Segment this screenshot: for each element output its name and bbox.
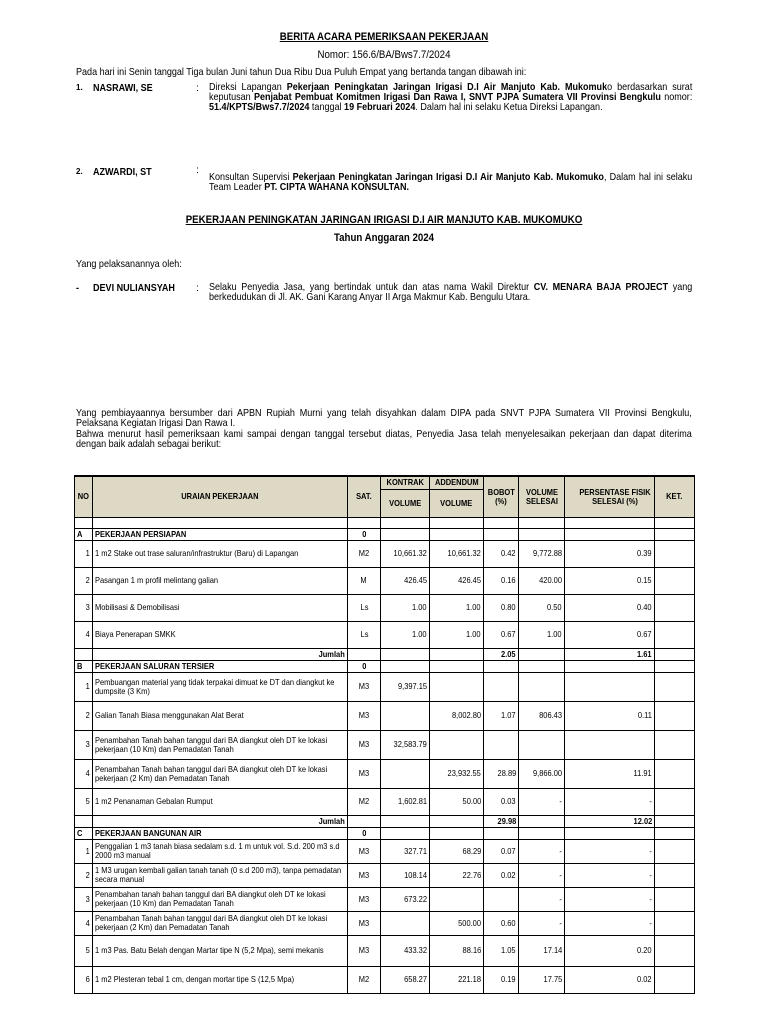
item-unit: M3	[348, 839, 381, 863]
item-volume-selesai: 0.50	[519, 594, 565, 621]
item-addendum-volume: 22.76	[430, 863, 484, 887]
description-fragment: tanggal	[309, 101, 345, 113]
item-description: Pasangan 1 m profil melintang galian	[93, 567, 348, 594]
section-title: PEKERJAAN PERSIAPAN	[93, 528, 348, 540]
item-ket	[655, 935, 695, 966]
empty-cell	[381, 528, 430, 540]
item-kontrak-volume	[381, 911, 430, 935]
section-code: C	[75, 827, 93, 839]
header-sat: SAT.	[348, 476, 381, 517]
item-number: 2	[75, 701, 93, 730]
header-no: NO	[75, 476, 93, 517]
header-bobot: BOBOT (%)	[484, 476, 519, 517]
item-volume-selesai: -	[519, 788, 565, 815]
funding-paragraph: Yang pembiayaannya bersumber dari APBN Rupiah Murni yang telah disyahkan dalam DIPA pada SNVT PJPA Sumatera VII Provinsi Bengkulu, Pelaksana Kegiatan Irigasi Dan Rawa I.	[76, 407, 692, 429]
item-kontrak-volume: 32,583.79	[381, 730, 430, 759]
item-unit: M3	[348, 911, 381, 935]
item-volume-selesai: 17.14	[519, 935, 565, 966]
executor-colon: :	[196, 282, 199, 294]
item-unit: M3	[348, 887, 381, 911]
table-row	[75, 730, 695, 759]
item-addendum-volume: 1.00	[430, 594, 484, 621]
item-ket	[655, 594, 695, 621]
section-sat: 0	[348, 528, 381, 540]
description-fragment: CV. MENARA BAJA PROJECT	[533, 281, 669, 293]
item-description: 1 m2 Stake out trase saluran/infrastruktur (Baru) di Lapangan	[93, 540, 348, 567]
item-addendum-volume: 23,932.55	[430, 759, 484, 788]
item-number: 2	[75, 863, 93, 887]
item-addendum-volume	[430, 730, 484, 759]
item-kontrak-volume: 10,661.32	[381, 540, 430, 567]
empty-cell	[655, 648, 695, 660]
item-persentase: 0.40	[565, 594, 655, 621]
executor-dash: -	[76, 282, 80, 294]
table-row	[75, 567, 695, 594]
item-volume-selesai: 1.00	[519, 621, 565, 648]
item-persentase: -	[565, 788, 655, 815]
section-row	[75, 528, 695, 540]
total-bobot: 29.98	[484, 815, 519, 827]
total-persentase: 12.02	[565, 815, 655, 827]
executor-name: DEVI NULIANSYAH	[93, 282, 175, 294]
table-row	[75, 966, 695, 993]
item-number: 4	[75, 911, 93, 935]
item-kontrak-volume: 1,602.81	[381, 788, 430, 815]
item-persentase: 0.20	[565, 935, 655, 966]
table-row	[75, 839, 695, 863]
item-kontrak-volume: 658.27	[381, 966, 430, 993]
item-bobot	[484, 887, 519, 911]
item-description: Biaya Penerapan SMKK	[93, 621, 348, 648]
empty-cell	[348, 648, 381, 660]
empty-cell	[655, 660, 695, 672]
description-fragment: . Dalam hal ini selaku Ketua Direksi Lapangan.	[415, 101, 603, 113]
empty-cell	[655, 815, 695, 827]
item-description: 1 m2 Plesteran tebal 1 cm, dengan mortar tipe S (12,5 Mpa)	[93, 966, 348, 993]
item-kontrak-volume: 1.00	[381, 594, 430, 621]
empty-cell	[430, 815, 484, 827]
description-fragment: , Dalam hal ini selaku Team Leader	[209, 171, 693, 193]
item-ket	[655, 911, 695, 935]
item-ket	[655, 759, 695, 788]
item-kontrak-volume: 426.45	[381, 567, 430, 594]
signer-2-number: 2.	[76, 167, 83, 176]
total-persentase: 1.61	[565, 648, 655, 660]
empty-cell	[430, 660, 484, 672]
header-addendum-volume: VOLUME	[430, 489, 484, 517]
item-number: 1	[75, 839, 93, 863]
header-kontrak: KONTRAK	[381, 476, 430, 489]
item-ket	[655, 966, 695, 993]
item-number: 1	[75, 672, 93, 701]
item-ket	[655, 863, 695, 887]
section-row	[75, 660, 695, 672]
empty-cell	[655, 528, 695, 540]
empty-cell	[565, 827, 655, 839]
item-number: 2	[75, 567, 93, 594]
total-label: Jumlah	[93, 648, 348, 660]
intro-paragraph: Pada hari ini Senin tanggal Tiga bulan Juni tahun Dua Ribu Dua Puluh Empat yang bertanda tangan dibawah ini:	[76, 66, 527, 78]
item-kontrak-volume	[381, 701, 430, 730]
table-row	[75, 594, 695, 621]
table-body	[75, 517, 695, 993]
item-bobot	[484, 672, 519, 701]
item-bobot: 0.60	[484, 911, 519, 935]
item-kontrak-volume: 108.14	[381, 863, 430, 887]
header-kontrak-volume: VOLUME	[381, 489, 430, 517]
item-unit: M2	[348, 540, 381, 567]
item-number: 5	[75, 935, 93, 966]
item-persentase: -	[565, 887, 655, 911]
empty-cell	[519, 660, 565, 672]
empty-cell	[381, 815, 430, 827]
total-row	[75, 648, 695, 660]
result-paragraph: Bahwa menurut hasil pemeriksaan kami sampai dengan tanggal tersebut diatas, Penyedia Jasa telah menyelesaikan pekerjaan dan dapat diterima dengan baik adalah sebagai berikut:	[76, 428, 692, 450]
empty-cell	[484, 827, 519, 839]
document-number: Nomor: 156.6/BA/Bws7.7/2024	[317, 49, 451, 61]
item-kontrak-volume: 1.00	[381, 621, 430, 648]
empty-cell	[381, 660, 430, 672]
item-bobot: 28.89	[484, 759, 519, 788]
empty-cell	[484, 528, 519, 540]
item-bobot: 0.42	[484, 540, 519, 567]
budget-year: Tahun Anggaran 2024	[333, 232, 435, 244]
item-addendum-volume: 50.00	[430, 788, 484, 815]
work-table	[74, 475, 695, 994]
total-bobot: 2.05	[484, 648, 519, 660]
empty-cell	[565, 528, 655, 540]
empty-cell	[75, 815, 93, 827]
item-bobot: 0.80	[484, 594, 519, 621]
empty-cell	[348, 815, 381, 827]
item-kontrak-volume: 673.22	[381, 887, 430, 911]
item-addendum-volume: 221.18	[430, 966, 484, 993]
empty-cell	[565, 660, 655, 672]
item-ket	[655, 887, 695, 911]
signer-1-description	[209, 82, 692, 112]
description-fragment: yang berkedudukan di Jl. AK. Gani Karang Anyar II Arga Makmur Kab. Bengulu Utara.	[209, 281, 693, 303]
item-bobot: 0.16	[484, 567, 519, 594]
signer-2-name: AZWARDI, ST	[93, 166, 152, 178]
header-addendum: ADDENDUM	[430, 476, 484, 489]
item-number: 4	[75, 759, 93, 788]
table-row	[75, 759, 695, 788]
item-kontrak-volume: 327.71	[381, 839, 430, 863]
item-volume-selesai: 17.75	[519, 966, 565, 993]
item-addendum-volume: 500.00	[430, 911, 484, 935]
item-volume-selesai: 806.43	[519, 701, 565, 730]
item-ket	[655, 788, 695, 815]
item-kontrak-volume: 9,397.15	[381, 672, 430, 701]
item-addendum-volume: 426.45	[430, 567, 484, 594]
item-kontrak-volume	[381, 759, 430, 788]
project-title: PEKERJAAN PENINGKATAN JARINGAN IRIGASI D.I AIR MANJUTO KAB. MUKOMUKO	[185, 214, 583, 226]
item-description: 1 M3 urugan kembali galian tanah tanah (0 s.d 200 m3), tanpa pemadatan secara manual	[93, 863, 348, 887]
description-fragment: Konsultan Supervisi	[209, 171, 293, 183]
item-bobot: 1.05	[484, 935, 519, 966]
section-sat: 0	[348, 660, 381, 672]
item-addendum-volume: 1.00	[430, 621, 484, 648]
item-volume-selesai: 420.00	[519, 567, 565, 594]
section-row	[75, 827, 695, 839]
description-fragment: Direksi Lapangan	[209, 81, 287, 93]
description-fragment: nomor:	[660, 91, 693, 103]
header-uraian: URAIAN PEKERJAAN	[93, 476, 348, 517]
item-number: 3	[75, 594, 93, 621]
item-ket	[655, 701, 695, 730]
item-description: Mobilisasi & Demobilisasi	[93, 594, 348, 621]
item-persentase: 0.39	[565, 540, 655, 567]
signer-2-description	[209, 172, 692, 192]
item-volume-selesai: 9,772.88	[519, 540, 565, 567]
item-volume-selesai: -	[519, 887, 565, 911]
item-number: 3	[75, 730, 93, 759]
description-fragment: Pekerjaan Peningkatan Jaringan Irigasi D.I Air Manjuto Kab. Mukomuko	[292, 171, 604, 183]
table-row	[75, 701, 695, 730]
empty-cell	[430, 648, 484, 660]
item-unit: Ls	[348, 594, 381, 621]
signer-1-number: 1.	[76, 83, 83, 92]
item-unit: M3	[348, 863, 381, 887]
header-volume-selesai: VOLUME SELESAI	[519, 476, 565, 517]
item-unit: M3	[348, 759, 381, 788]
section-title: PEKERJAAN SALURAN TERSIER	[93, 660, 348, 672]
empty-cell	[519, 827, 565, 839]
section-code: A	[75, 528, 93, 540]
item-number: 6	[75, 966, 93, 993]
item-ket	[655, 567, 695, 594]
description-fragment: Selaku Penyedia Jasa, yang bertindak untuk dan atas nama Wakil Direktur	[209, 281, 534, 293]
description-fragment: o berdasarkan surat keputusan	[209, 81, 693, 103]
item-persentase	[565, 730, 655, 759]
item-bobot: 1.07	[484, 701, 519, 730]
item-description: 1 m3 Pas. Batu Belah dengan Martar tipe N (5,2 Mpa), semi mekanis	[93, 935, 348, 966]
empty-cell	[381, 827, 430, 839]
item-volume-selesai: -	[519, 863, 565, 887]
item-persentase: 0.67	[565, 621, 655, 648]
empty-cell	[430, 827, 484, 839]
item-number: 4	[75, 621, 93, 648]
item-persentase: -	[565, 863, 655, 887]
section-code: B	[75, 660, 93, 672]
item-persentase: 11.91	[565, 759, 655, 788]
empty-cell	[484, 660, 519, 672]
item-bobot: 0.02	[484, 863, 519, 887]
table-row	[75, 935, 695, 966]
item-unit: M3	[348, 672, 381, 701]
executor-description	[209, 282, 692, 302]
item-volume-selesai: -	[519, 911, 565, 935]
section-title: PEKERJAAN BANGUNAN AIR	[93, 827, 348, 839]
item-volume-selesai: 9,866.00	[519, 759, 565, 788]
signer-1-name: NASRAWI, SE	[93, 82, 153, 94]
item-description: Penggalian 1 m3 tanah biasa sedalam s.d. 1 m untuk vol. S.d. 200 m3 s.d 2000 m3 manual	[93, 839, 348, 863]
item-unit: M2	[348, 788, 381, 815]
item-volume-selesai: -	[519, 839, 565, 863]
item-description: Pembuangan material yang tidak terpakai dimuat ke DT dan diangkut ke dumpsite (3 Km)	[93, 672, 348, 701]
empty-cell	[381, 648, 430, 660]
item-addendum-volume	[430, 672, 484, 701]
description-fragment: Pekerjaan Peningkatan Jaringan Irigasi D.I Air Manjuto Kab. Mukomuk	[286, 81, 608, 93]
item-description: Penambahan Tanah bahan tanggul dari BA diangkut oleh DT ke lokasi pekerjaan (2 Km) dan Pemadatan Tanah	[93, 759, 348, 788]
item-bobot	[484, 730, 519, 759]
document-title: BERITA ACARA PEMERIKSAAN PEKERJAAN	[279, 31, 489, 43]
item-persentase: 0.02	[565, 966, 655, 993]
item-description: 1 m2 Penanaman Gebalan Rumput	[93, 788, 348, 815]
header-persentase: PERSENTASE FISIK SELESAI (%)	[565, 476, 655, 517]
total-label: Jumlah	[93, 815, 348, 827]
empty-cell	[519, 648, 565, 660]
empty-cell	[519, 815, 565, 827]
item-addendum-volume: 68.29	[430, 839, 484, 863]
table-row	[75, 672, 695, 701]
item-unit: Ls	[348, 621, 381, 648]
signer-2-colon: :	[196, 164, 199, 176]
table-row	[75, 911, 695, 935]
item-volume-selesai	[519, 672, 565, 701]
item-ket	[655, 839, 695, 863]
empty-cell	[655, 827, 695, 839]
item-unit: M	[348, 567, 381, 594]
item-description: Penambahan tanah bahan tanggul dari BA diangkut oleh DT ke lokasi pekerjaan (10 Km) dan Pemadatan Tanah	[93, 887, 348, 911]
item-persentase: -	[565, 839, 655, 863]
item-persentase	[565, 672, 655, 701]
item-persentase: -	[565, 911, 655, 935]
item-number: 3	[75, 887, 93, 911]
description-fragment: 19 Februari 2024	[344, 101, 416, 113]
item-bobot: 0.19	[484, 966, 519, 993]
table-row	[75, 863, 695, 887]
total-row	[75, 815, 695, 827]
item-bobot: 0.07	[484, 839, 519, 863]
item-number: 5	[75, 788, 93, 815]
description-fragment: PT. CIPTA WAHANA KONSULTAN.	[264, 181, 410, 193]
item-unit: M3	[348, 935, 381, 966]
item-unit: M3	[348, 730, 381, 759]
item-addendum-volume	[430, 887, 484, 911]
item-addendum-volume: 88.16	[430, 935, 484, 966]
item-bobot: 0.03	[484, 788, 519, 815]
table-row	[75, 621, 695, 648]
description-fragment: Penjabat Pembuat Komitmen Irigasi Dan Rawa I, SNVT PJPA Sumatera VII Provinsi Bengkulu	[253, 91, 661, 103]
empty-cell	[75, 648, 93, 660]
item-ket	[655, 730, 695, 759]
empty-cell	[430, 528, 484, 540]
item-persentase: 0.15	[565, 567, 655, 594]
item-number: 1	[75, 540, 93, 567]
item-ket	[655, 540, 695, 567]
section-sat: 0	[348, 827, 381, 839]
item-ket	[655, 672, 695, 701]
item-persentase: 0.11	[565, 701, 655, 730]
item-description: Penambahan Tanah bahan tanggul dari BA diangkut oleh DT ke lokasi pekerjaan (2 Km) dan Pemadatan Tanah	[93, 911, 348, 935]
table-row	[75, 788, 695, 815]
item-unit: M2	[348, 966, 381, 993]
item-bobot: 0.67	[484, 621, 519, 648]
item-addendum-volume: 8,002.80	[430, 701, 484, 730]
table-row	[75, 887, 695, 911]
item-unit: M3	[348, 701, 381, 730]
empty-cell	[519, 528, 565, 540]
executor-intro: Yang pelaksanannya oleh:	[76, 258, 182, 270]
item-kontrak-volume: 433.32	[381, 935, 430, 966]
item-addendum-volume: 10,661.32	[430, 540, 484, 567]
header-ket: KET.	[655, 476, 695, 517]
signer-1-colon: :	[196, 82, 199, 94]
item-ket	[655, 621, 695, 648]
item-description: Galian Tanah Biasa menggunakan Alat Berat	[93, 701, 348, 730]
item-description: Penambahan Tanah bahan tanggul dari BA diangkut oleh DT ke lokasi pekerjaan (10 Km) dan Pemadatan Tanah	[93, 730, 348, 759]
table-row	[75, 540, 695, 567]
description-fragment: 51.4/KPTS/Bws7.7/2024	[209, 101, 310, 113]
item-volume-selesai	[519, 730, 565, 759]
